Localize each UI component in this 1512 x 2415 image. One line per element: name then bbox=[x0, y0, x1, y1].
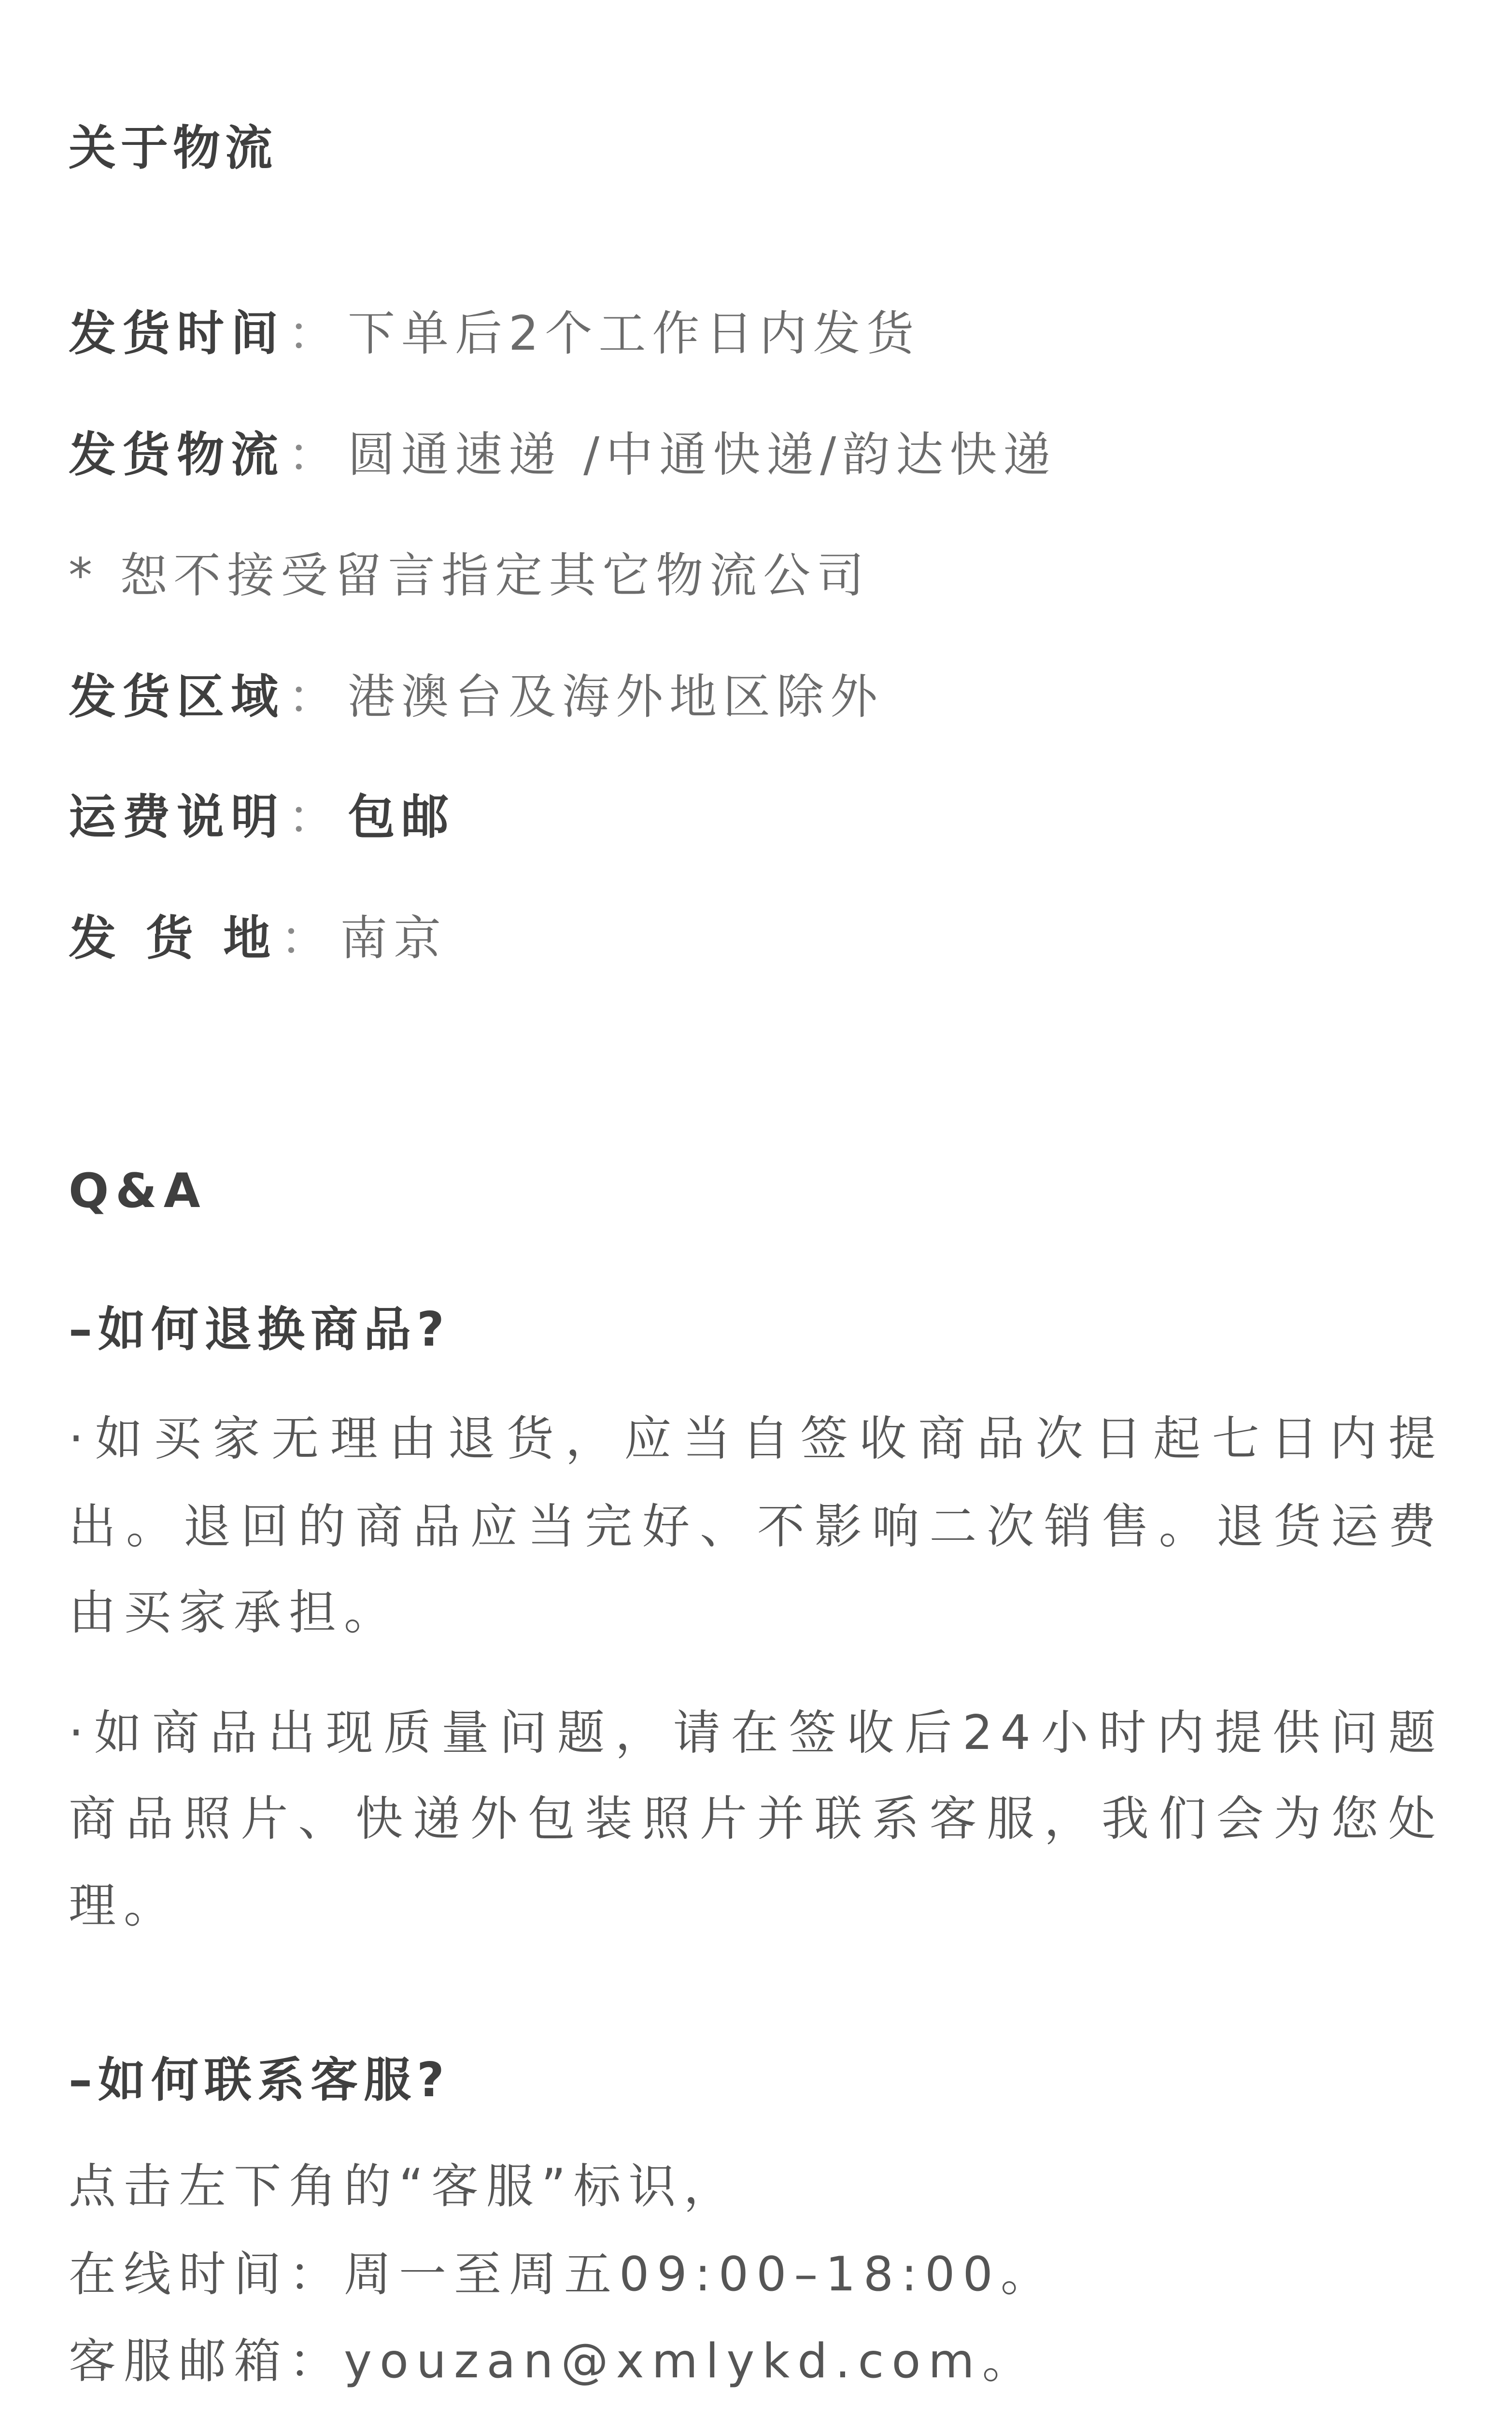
info-colon: ： bbox=[288, 306, 336, 361]
answer-line: 在线时间：周一至周五09:00–18:00。 bbox=[69, 2247, 1056, 2302]
info-value: 包邮 bbox=[348, 790, 455, 845]
info-colon: ： bbox=[288, 790, 336, 845]
answer-line: 客服邮箱：youzan@xmlykd.com。 bbox=[69, 2334, 1037, 2389]
info-label: 发货时间 bbox=[69, 306, 285, 361]
answer-line: 点击左下角的“客服”标识， bbox=[69, 2159, 739, 2214]
info-label: 发货区域 bbox=[69, 669, 285, 724]
answer-line: ·如买家无理由退货，应当自签收商品次日起七日内提 bbox=[69, 1411, 1443, 1466]
info-label: 运费说明 bbox=[69, 790, 285, 845]
logistics-title: 关于物流 bbox=[69, 121, 278, 176]
question-heading-contact: –如何联系客服? bbox=[69, 2053, 450, 2108]
courier-note: * 恕不接受留言指定其它物流公司 bbox=[69, 548, 871, 603]
info-value: 南京 bbox=[340, 911, 448, 966]
info-value: 圆通速递 /中通快递/韵达快递 bbox=[348, 427, 1057, 483]
info-row-ship-origin bbox=[69, 911, 448, 966]
info-colon: ： bbox=[280, 911, 328, 966]
answer-line: 出。退回的商品应当完好、不影响二次销售。退货运费 bbox=[69, 1499, 1443, 1554]
info-colon: ： bbox=[288, 669, 336, 724]
info-label: 发货物流 bbox=[69, 427, 285, 483]
info-row-ship-time bbox=[69, 306, 920, 361]
answer-line: ·如商品出现质量问题，请在签收后24小时内提供问题 bbox=[69, 1705, 1443, 1761]
info-row-ship-region bbox=[69, 669, 884, 724]
answer-line: 商品照片、快递外包装照片并联系客服，我们会为您处 bbox=[69, 1791, 1443, 1847]
info-colon: ： bbox=[288, 427, 336, 483]
info-label: 发 货 地 bbox=[69, 911, 278, 966]
info-row-courier bbox=[69, 427, 1057, 483]
info-row-shipping-fee bbox=[69, 790, 455, 845]
answer-line: 由买家承担。 bbox=[69, 1585, 399, 1640]
info-value: 港澳台及海外地区除外 bbox=[348, 669, 884, 724]
answer-line: 理。 bbox=[69, 1878, 179, 1933]
question-heading-returns: –如何退换商品? bbox=[69, 1302, 450, 1357]
info-value: 下单后2个工作日内发货 bbox=[348, 306, 920, 361]
qa-title: Q&A bbox=[69, 1164, 207, 1219]
